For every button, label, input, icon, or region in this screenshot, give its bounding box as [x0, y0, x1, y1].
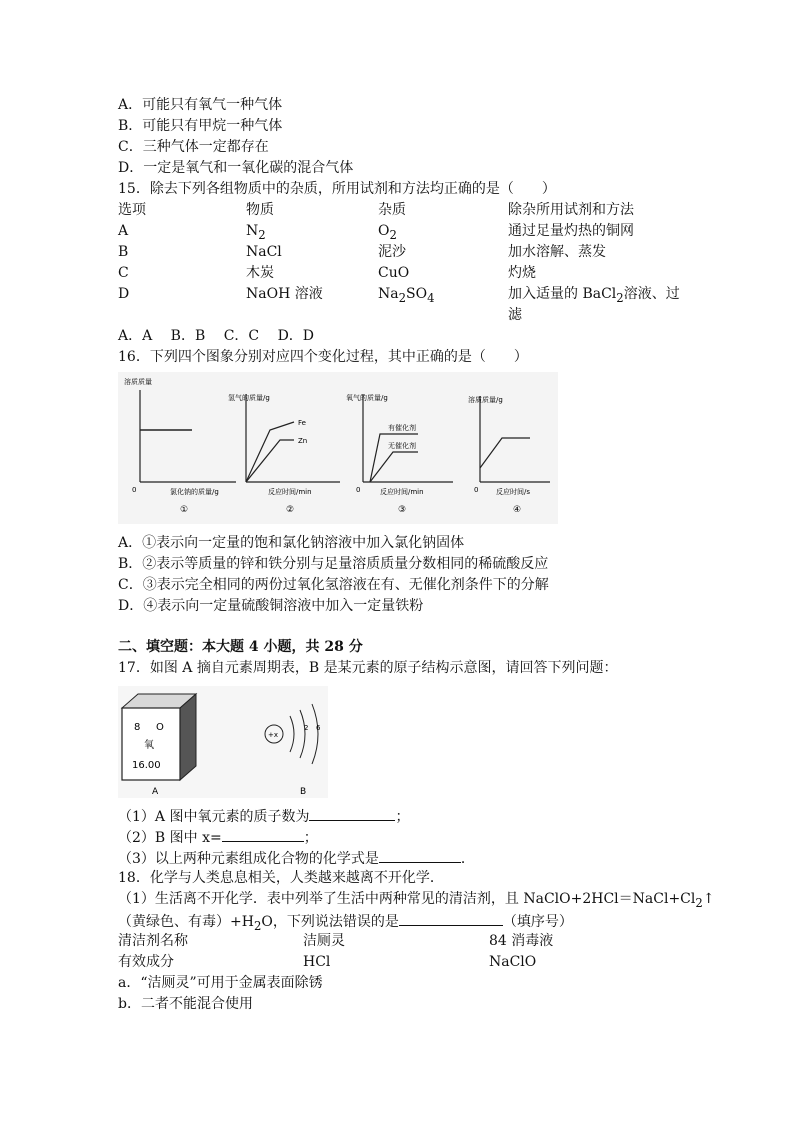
graph-4-number: ④: [513, 505, 522, 515]
section-2-heading: 二、填空题：本大题 4 小题，共 28 分: [118, 639, 363, 655]
q15-row-c-impurity: CuO: [378, 265, 410, 281]
element-mass: 16.00: [132, 760, 161, 771]
q18-table-r2c3: NaClO: [489, 954, 537, 970]
q18-stem: 18．化学与人类息息相关，人类越来越离不开化学．: [118, 870, 444, 886]
graph-4-origin: 0: [474, 486, 479, 494]
q18-table-r2c2: HCl: [303, 954, 331, 970]
graph-3-xlabel: 反应时间/min: [380, 488, 424, 496]
q15-row-a-impurity: $O_2$: [378, 223, 397, 242]
q15-answer-options: A．A B．B C．C D．D: [118, 328, 315, 344]
q16-option-d: D．④表示向一定量硫酸铜溶液中加入一定量铁粉: [118, 598, 424, 614]
q15-row-b-substance: NaCl: [246, 244, 282, 260]
q15-row-c-substance: 木炭: [246, 265, 274, 281]
q14-option-d: D．一定是氧气和一氧化碳的混合气体: [118, 160, 354, 176]
q14-option-a: A．可能只有氧气一种气体: [118, 97, 283, 113]
q16-graphs-figure: [118, 372, 558, 524]
q15-row-d-substance: NaOH 溶液: [246, 286, 323, 302]
q15-row-a-option: A: [118, 223, 129, 239]
q16-option-b: B．②表示等质量的锌和铁分别与足量溶质质量分数相同的稀硫酸反应: [118, 556, 549, 572]
graph-3-number: ③: [398, 505, 407, 515]
q15-row-d-method: 加入适量的 BaCl$_2$溶液、过: [508, 286, 680, 305]
graph-2-legend-fe: Fe: [298, 419, 306, 427]
graph-1-xlabel: 氯化钠的质量/g: [170, 488, 219, 496]
q14-option-b: B．可能只有甲烷一种气体: [118, 118, 283, 134]
q15-header-impurity: 杂质: [378, 202, 406, 218]
graph-1-ylabel: 溶质质量: [124, 378, 152, 386]
graph-3-legend-no-catalyst: 无催化剂: [388, 442, 416, 450]
figure-label-a: A: [152, 787, 159, 797]
q15-row-c-option: C: [118, 265, 129, 281]
q17-sub2-blank[interactable]: [222, 827, 304, 842]
q14-option-c: C．三种气体一定都存在: [118, 139, 269, 155]
q17-sub3-blank[interactable]: [379, 848, 461, 863]
graph-3-origin: 0: [356, 486, 361, 494]
element-tile: [122, 694, 196, 780]
q17-sub1: （1）A 图中氧元素的质子数为 ；: [118, 806, 409, 826]
q18-part1-line1: （1）生活离不开化学．表中列举了生活中两种常见的清洁剂，且 $NaClO+2HCl=NaCl+Cl_2↑$: [118, 891, 715, 910]
q15-row-d-option: D: [118, 286, 130, 302]
graph-2-ylabel: 氢气的质量/g: [228, 394, 270, 402]
q17-figure: [118, 686, 328, 798]
graph-1-origin: 0: [132, 486, 137, 494]
q17-stem: 17．如图 A 摘自元素周期表，B 是某元素的原子结构示意图，请回答下列问题：: [118, 660, 618, 676]
q18-table-r1c2: 洁厕灵: [303, 933, 345, 949]
q15-row-a-method: 通过足量灼热的铜网: [508, 223, 634, 239]
atom-shell-2: 6: [316, 724, 321, 732]
q15-row-d-impurity: $Na_2SO_4$: [378, 286, 435, 305]
q16-option-c: C．③表示完全相同的两份过氧化氢溶液在有、无催化剂条件下的分解: [118, 577, 549, 593]
atom-nucleus-charge: +x: [268, 731, 279, 739]
figure-label-b: B: [300, 787, 307, 797]
graph-4-xlabel: 反应时间/s: [496, 488, 531, 496]
graph-2-legend-zn: Zn: [298, 437, 308, 445]
q15-header-substance: 物质: [246, 202, 274, 218]
q18-table-r2c1: 有效成分: [118, 954, 174, 970]
q16-stem: 16．下列四个图象分别对应四个变化过程，其中正确的是（ ）: [118, 349, 528, 365]
q16-option-a: A．①表示向一定量的饱和氯化钠溶液中加入氯化钠固体: [118, 535, 465, 551]
graph-1-number: ①: [180, 505, 189, 515]
q18-part1-line2: （黄绿色、有毒）$+H_2O$，下列说法错误的是 （填序号）: [118, 911, 573, 935]
q18-table-r1c1: 清洁剂名称: [118, 933, 188, 949]
q15-row-d-method-cont: 滤: [508, 307, 522, 323]
graph-3-legend-catalyst: 有催化剂: [388, 424, 416, 432]
q15-row-b-method: 加水溶解、蒸发: [508, 244, 606, 260]
q17-sub1-blank[interactable]: [309, 806, 395, 821]
q15-row-b-option: B: [118, 244, 129, 260]
q17-sub2: （2）B 图中 x= ；: [118, 827, 318, 847]
q15-row-c-method: 灼烧: [508, 265, 536, 281]
element-symbol: O: [156, 722, 164, 733]
q15-row-a-substance: $N_2$: [246, 223, 266, 242]
q15-header-option: 选项: [118, 202, 146, 218]
atom-shell-1: 2: [304, 724, 309, 732]
graph-2-xlabel: 反应时间/min: [268, 488, 312, 496]
q17-sub3: （3）以上两种元素组成化合物的化学式是 ．: [118, 848, 475, 868]
q18-statement-a: a．“洁厕灵”可用于金属表面除锈: [118, 975, 323, 991]
q18-table-r1c3: 84 消毒液: [489, 933, 554, 949]
graph-2-number: ②: [286, 505, 295, 515]
graph-4-ylabel: 溶质质量/g: [468, 396, 503, 404]
q15-row-b-impurity: 泥沙: [378, 244, 406, 260]
element-name: 氧: [144, 740, 154, 751]
q18-part1-blank[interactable]: [399, 911, 503, 926]
q15-stem: 15．除去下列各组物质中的杂质，所用试剂和方法均正确的是（ ）: [118, 181, 556, 197]
q15-header-method: 除杂所用试剂和方法: [508, 202, 634, 218]
element-number: 8: [134, 722, 141, 733]
graph-3-ylabel: 氧气的质量/g: [346, 394, 388, 402]
q18-statement-b: b．二者不能混合使用: [118, 996, 253, 1012]
